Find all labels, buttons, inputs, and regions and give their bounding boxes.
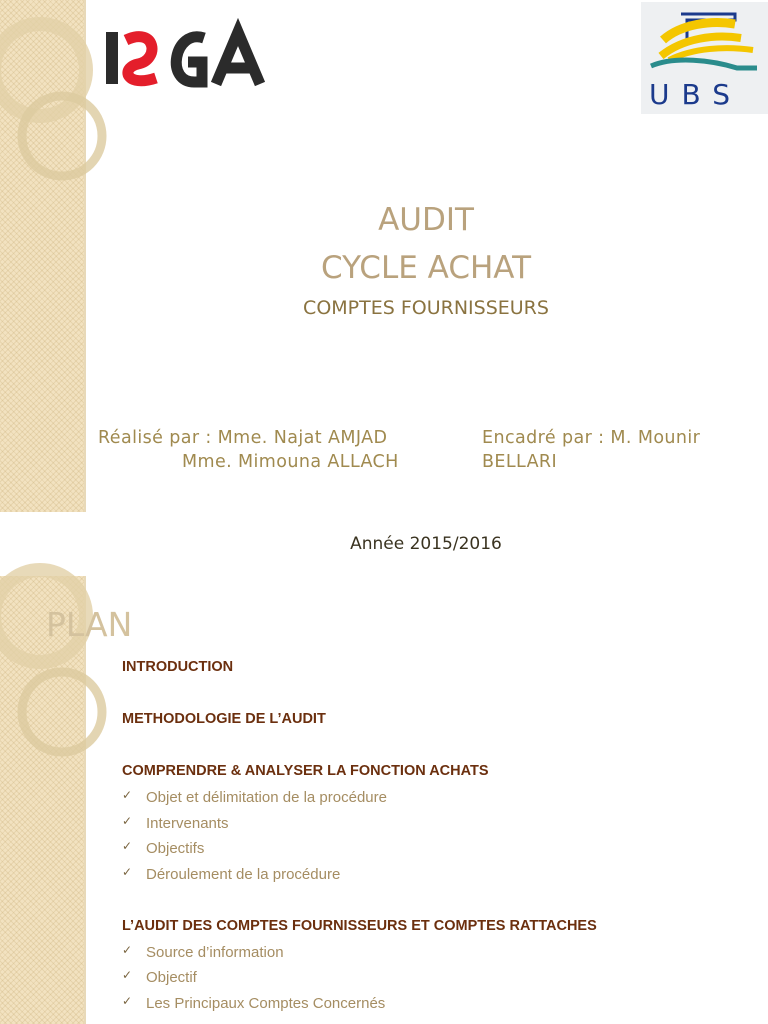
checkmark-icon: ✓ [122,788,133,802]
plan-bullet-item [122,840,762,866]
checkmark-icon: ✓ [122,813,133,828]
plan-bullet-text: Intervenants [146,814,229,832]
subtitle: COMPTES FOURNISSEURS [303,297,549,319]
title-line-1: AUDIT [378,202,474,238]
plan-bullet-text: Objet et délimitation de la procédure [146,789,387,806]
plan-bullet-item [122,944,762,970]
svg-text:UBS: UBS [649,78,742,111]
title-line-2: CYCLE ACHAT [320,250,532,286]
plan-bullet-text: Objectif [146,969,197,987]
ubs-logo [641,2,768,114]
plan-bullet-item [122,815,762,841]
encadre-par-text: Encadré par : M. Mounir BELLARI [482,428,701,472]
plan-section-heading: L’AUDIT DES COMPTES FOURNISSEURS ET COMPTES RATTACHES [122,917,597,934]
decorative-sidebar [0,0,86,512]
plan-section-heading: COMPRENDRE & ANALYSER LA FONCTION ACHATS [122,763,489,779]
checkmark-icon: ✓ [122,942,133,957]
plan-list [122,659,762,1021]
spacer [122,737,762,763]
checkmark-icon: ✓ [122,865,133,880]
plan-bullet-item [122,866,762,892]
realise-par-text: Réalisé par : Mme. Najat AMJAD [98,428,388,448]
realise-par-second-name: Mme. Mimouna ALLACH [182,452,399,472]
plan-section-heading: METHODOLOGIE DE L’AUDIT [122,711,326,727]
plan-bullet-text: Déroulement de la procédure [146,866,341,884]
plan-title: PLAN [46,605,133,644]
plan-slide [0,576,768,1024]
plan-bullet-text: Source d’information [146,943,284,961]
checkmark-icon: ✓ [122,839,133,854]
checkmark-icon: ✓ [122,968,133,983]
plan-bullet-item [122,995,762,1021]
plan-bullet-text: Objectifs [146,840,205,858]
academic-year: Année 2015/2016 [350,534,502,554]
spacer [122,685,762,711]
isga-logo [104,24,268,90]
plan-bullet-item [122,789,762,815]
checkmark-icon: ✓ [122,994,133,1009]
plan-bullet-item [122,969,762,995]
circles-decoration-icon [0,0,84,512]
spacer [122,892,762,918]
plan-bullet-text: Les Principaux Comptes Concernés [146,995,386,1013]
plan-section-heading: INTRODUCTION [122,659,234,675]
